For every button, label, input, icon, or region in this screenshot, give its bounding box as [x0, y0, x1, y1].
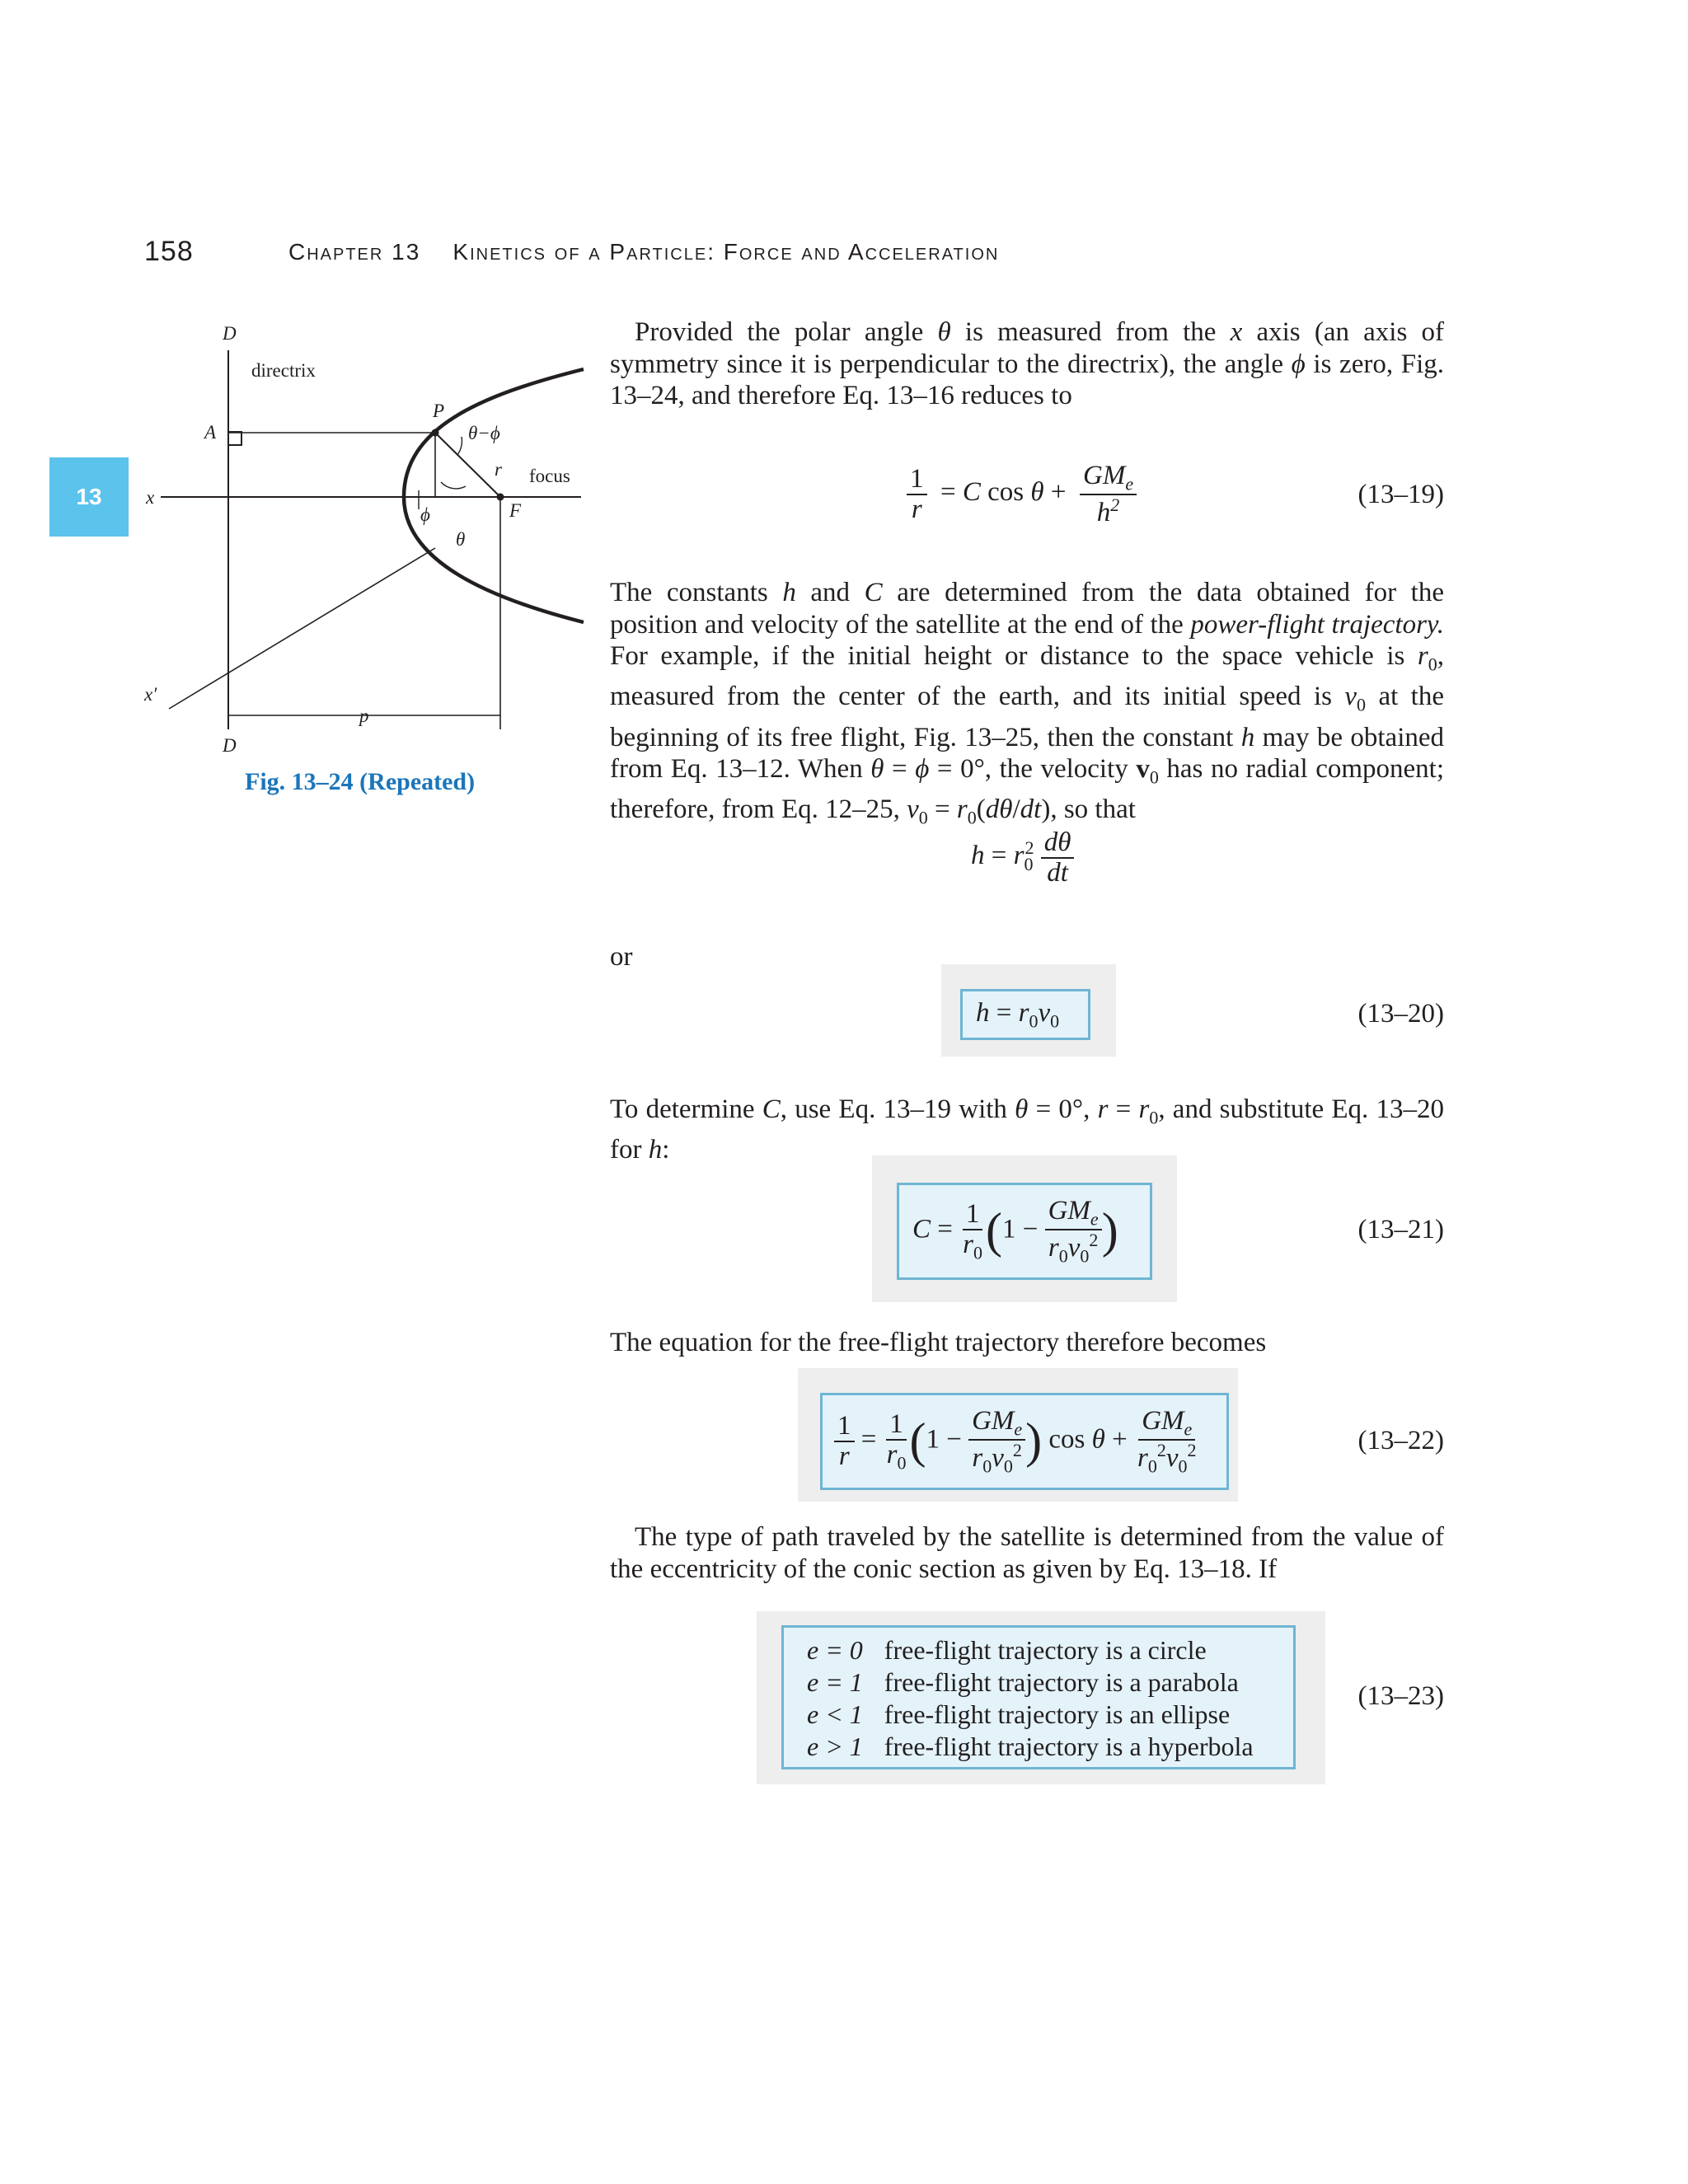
right-angle-marker	[228, 432, 241, 445]
case-row: e > 1 free-flight trajectory is a hyperbola	[807, 1732, 1254, 1761]
page-number: 158	[144, 236, 194, 267]
label-F: F	[509, 500, 522, 521]
label-p: p	[359, 705, 369, 726]
label-phi: ϕ	[420, 504, 430, 525]
angle-arc-theta-minus-phi	[457, 437, 462, 455]
or-text: or	[610, 942, 633, 972]
equation-number-13-19: (13–19)	[1357, 480, 1444, 509]
label-x: x	[146, 487, 155, 508]
label-r: r	[495, 459, 502, 480]
label-focus: focus	[529, 466, 570, 486]
paragraph-3: To determine C, use Eq. 13–19 with θ = 0°, $r = r_0$, and substitute Eq. 13–20 for h:	[610, 1094, 1445, 1165]
chapter-label: Chapter 13	[288, 239, 421, 265]
case-row: e = 1 free-flight trajectory is a parabola	[807, 1667, 1239, 1697]
paragraph-2: The constants h and C are determined from the data obtained for the position and velocity of the satellite at the end of the power-flight trajectory. For example, if the initial height or distance to the space vehicle is $r_0$, measured from the center of the earth, and its initial speed is $v_0$ at the beginning of its free flight, Fig. 13–25, then the constant h may be obtained from Eq. 13–12. When θ = ϕ = 0°, the velocity $v_0$ has no radial component; therefore, from Eq. 12–25, $v_0 = r_0(d\theta/dt)$, so that	[610, 578, 1445, 828]
running-header	[288, 239, 999, 265]
x-prime-axis	[169, 548, 435, 709]
equation-number-13-20: (13–20)	[1357, 999, 1444, 1029]
label-A: A	[204, 422, 217, 443]
label-x-prime: x′	[144, 684, 157, 705]
equation-13-23-box	[781, 1625, 1296, 1769]
paragraph-1: Provided the polar angle θ is measured from the x axis (an axis of symmetry since it is perpendicular to the directrix), the angle ϕ is zero, Fig. 13–24, and therefore Eq. 13–16 reduces to	[610, 317, 1444, 411]
paragraph-4: The equation for the free-flight trajectory therefore becomes	[610, 1328, 1267, 1357]
label-P: P	[433, 401, 445, 421]
equation-13-21-box: C = $\frac{1}{r_0}$ (1 − $\frac{GM_e}{r_0v_0^2}$ )	[897, 1183, 1152, 1280]
chapter-tab: 13	[49, 457, 129, 537]
equation-13-22-box: $\frac{1}{r}$ = $\frac{1}{r_0}$ (1 − $\frac{GM_e}{r_0v_0^2}$ ) cos θ + $\frac{GM_e}{r_0^2v_0^2}$	[820, 1393, 1229, 1490]
case-row: e < 1 free-flight trajectory is an ellipse	[807, 1699, 1231, 1729]
equation-13-20-box: $h = r_0v_0$	[960, 989, 1090, 1040]
label-theta: θ	[456, 529, 466, 550]
equation-13-19: $\frac{1}{r}$ = C cos θ + $\frac{GM_e}{h^2}$	[907, 462, 1137, 527]
chapter-title: Kinetics of a Particle: Force and Acceleration	[452, 239, 1000, 265]
point-F	[497, 494, 504, 500]
label-theta-minus-phi: θ−ϕ	[468, 423, 500, 443]
equation-number-13-21: (13–21)	[1357, 1215, 1444, 1244]
label-D-bottom: D	[223, 735, 237, 756]
angle-arc-theta	[441, 482, 466, 489]
equation-number-13-23: (13–23)	[1357, 1681, 1444, 1711]
paragraph-5: The type of path traveled by the satellite is determined from the value of the eccentricity of the conic section as given by Eq. 13–18. If	[610, 1522, 1444, 1584]
eccentricity-cases-table	[807, 1634, 1262, 1763]
case-row: e = 0 free-flight trajectory is a circle	[807, 1635, 1207, 1665]
label-directrix: directrix	[251, 360, 316, 381]
equation-h-derivative: $h = r_0^2$ $\frac{d\theta}{dt}$	[971, 828, 1074, 887]
conic-curve	[404, 369, 584, 622]
figure-13-24	[132, 313, 593, 758]
figure-caption: Fig. 13–24 (Repeated)	[245, 768, 476, 795]
point-P	[432, 429, 438, 436]
label-D-top: D	[223, 323, 237, 344]
equation-number-13-22: (13–22)	[1357, 1426, 1444, 1455]
